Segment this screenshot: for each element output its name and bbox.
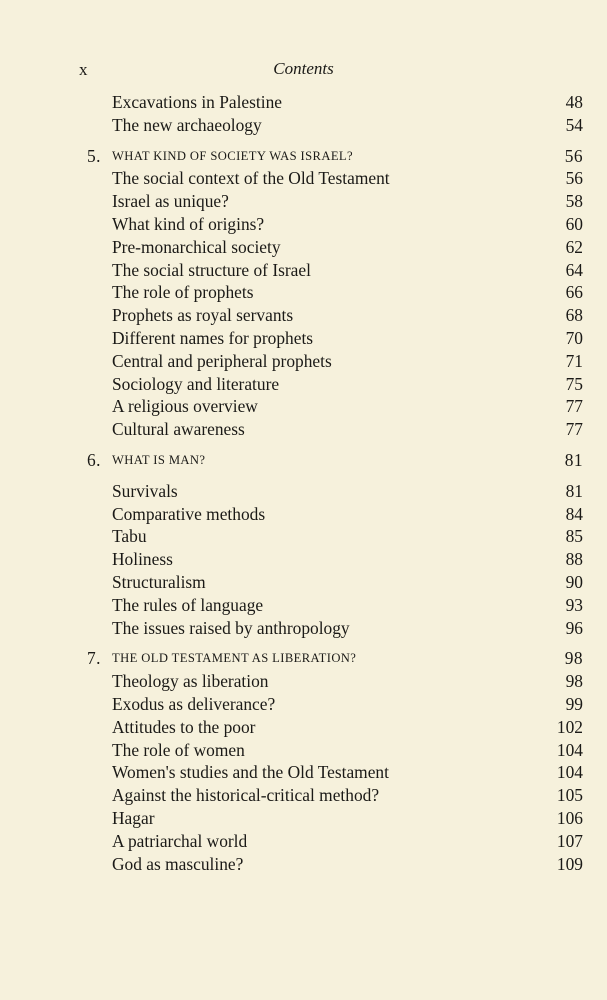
toc-entry-page: 106 <box>556 807 583 828</box>
toc-entry-title: Comparative methods <box>112 503 266 524</box>
toc-entry-page: 105 <box>556 785 583 806</box>
toc-entry <box>0 503 607 526</box>
toc-entry-page: 81 <box>565 480 583 501</box>
toc-entry-title: The role of women <box>112 739 245 760</box>
toc-entry-title: Central and peripheral prophets <box>112 350 332 371</box>
toc-entry-title: A religious overview <box>112 396 258 417</box>
chapter-page: 81 <box>564 449 583 470</box>
toc-entry <box>0 327 607 350</box>
toc-entry <box>0 167 607 190</box>
toc-entry-page: 75 <box>565 373 583 394</box>
toc-entry <box>0 281 607 304</box>
toc-entry-page: 104 <box>556 739 583 760</box>
chapter-heading-7 <box>0 647 607 670</box>
toc-entry-title: God as masculine? <box>112 853 244 874</box>
toc-entry <box>0 716 607 739</box>
toc-entry <box>0 213 607 236</box>
toc-entry-page: 77 <box>565 396 583 417</box>
toc-entry <box>0 594 607 617</box>
toc-entry-title: The new archaeology <box>112 114 262 135</box>
toc-entry <box>0 525 607 548</box>
toc-entry <box>0 373 607 396</box>
toc-entry-page: 66 <box>565 282 583 303</box>
toc-entry-page: 84 <box>565 503 583 524</box>
toc-entry-page: 60 <box>565 213 583 234</box>
chapter-number: 7. <box>87 648 101 669</box>
toc-entry-page: 99 <box>565 693 583 714</box>
table-of-contents <box>0 91 607 875</box>
toc-entry <box>0 739 607 762</box>
chapter-title: WHAT IS MAN? <box>112 452 206 467</box>
chapter-heading-6 <box>0 449 607 472</box>
toc-entry-page: 77 <box>565 419 583 440</box>
toc-entry <box>0 761 607 784</box>
toc-entry-page: 104 <box>556 762 583 783</box>
toc-entry <box>0 190 607 213</box>
toc-entry-page: 88 <box>565 549 583 570</box>
toc-entry-title: A patriarchal world <box>112 830 248 851</box>
toc-entry-page: 85 <box>565 526 583 547</box>
toc-entry-title: The rules of language <box>112 594 264 615</box>
toc-entry-title: Holiness <box>112 549 173 570</box>
toc-entry-title: The social context of the Old Testament <box>112 168 390 189</box>
toc-entry-title: Survivals <box>112 480 178 501</box>
toc-entry <box>0 548 607 571</box>
toc-entry-title: Different names for prophets <box>112 327 314 348</box>
toc-entry-page: 96 <box>565 617 583 638</box>
toc-entry <box>0 91 607 114</box>
toc-entry <box>0 114 607 137</box>
toc-entry-title: Tabu <box>112 526 147 547</box>
toc-entry-page: 64 <box>565 259 583 280</box>
toc-entry <box>0 571 607 594</box>
toc-entry-title: Hagar <box>112 807 155 828</box>
chapter-number: 5. <box>87 145 101 166</box>
toc-entry <box>0 617 607 640</box>
toc-entry-page: 98 <box>565 671 583 692</box>
toc-entry <box>0 350 607 373</box>
toc-entry-title: Prophets as royal servants <box>112 305 294 326</box>
toc-entry <box>0 480 607 503</box>
toc-entry-title: Sociology and literature <box>112 373 280 394</box>
chapter-number: 6. <box>87 449 101 470</box>
toc-entry-page: 56 <box>565 168 583 189</box>
toc-entry-page: 107 <box>556 830 583 851</box>
toc-entry-title: Excavations in Palestine <box>112 92 283 112</box>
toc-entry-page: 102 <box>556 716 583 737</box>
toc-entry <box>0 807 607 830</box>
toc-entry-page: 90 <box>565 571 583 592</box>
running-title: Contents <box>273 59 334 78</box>
toc-entry-page: 109 <box>556 853 583 874</box>
toc-entry-title: Pre-monarchical society <box>112 236 281 257</box>
toc-entry-title: Structuralism <box>112 571 206 592</box>
toc-entry-page: 62 <box>565 236 583 257</box>
chapter-page: 56 <box>564 145 583 166</box>
toc-entry-title: The issues raised by anthropology <box>112 617 350 638</box>
toc-entry <box>0 693 607 716</box>
running-head <box>0 58 607 84</box>
toc-entry-title: What kind of origins? <box>112 213 265 234</box>
toc-entry-title: The social structure of Israel <box>112 259 311 280</box>
chapter-heading-5 <box>0 145 607 168</box>
toc-entry <box>0 395 607 418</box>
toc-entry-page: 93 <box>565 594 583 615</box>
chapter-title: WHAT KIND OF SOCIETY WAS ISRAEL? <box>112 148 353 163</box>
toc-entry <box>0 670 607 693</box>
toc-entry-title: Attitudes to the poor <box>112 716 256 737</box>
toc-entry <box>0 236 607 259</box>
toc-entry <box>0 830 607 853</box>
chapter-page: 98 <box>564 648 583 669</box>
toc-entry-title: Theology as liberation <box>112 671 269 692</box>
toc-entry <box>0 853 607 876</box>
toc-entry-title: Women's studies and the Old Testament <box>112 762 389 783</box>
toc-entry-title: Israel as unique? <box>112 191 229 212</box>
chapter-title: THE OLD TESTAMENT AS LIBERATION? <box>112 651 357 666</box>
toc-entry-title: Against the historical-critical method? <box>112 785 380 806</box>
toc-entry <box>0 304 607 327</box>
toc-entry-page: 48 <box>565 92 583 112</box>
toc-entry <box>0 784 607 807</box>
toc-entry-page: 71 <box>565 350 583 371</box>
toc-entry-title: Exodus as deliverance? <box>112 693 276 714</box>
toc-entry-title: The role of prophets <box>112 282 254 303</box>
toc-entry-title: Cultural awareness <box>112 419 245 440</box>
toc-entry <box>0 418 607 441</box>
toc-entry <box>0 259 607 282</box>
toc-entry-page: 54 <box>565 114 583 135</box>
toc-entry-page: 68 <box>565 305 583 326</box>
toc-entry-page: 58 <box>565 191 583 212</box>
page-folio: x <box>79 60 88 79</box>
toc-entry-page: 70 <box>565 327 583 348</box>
